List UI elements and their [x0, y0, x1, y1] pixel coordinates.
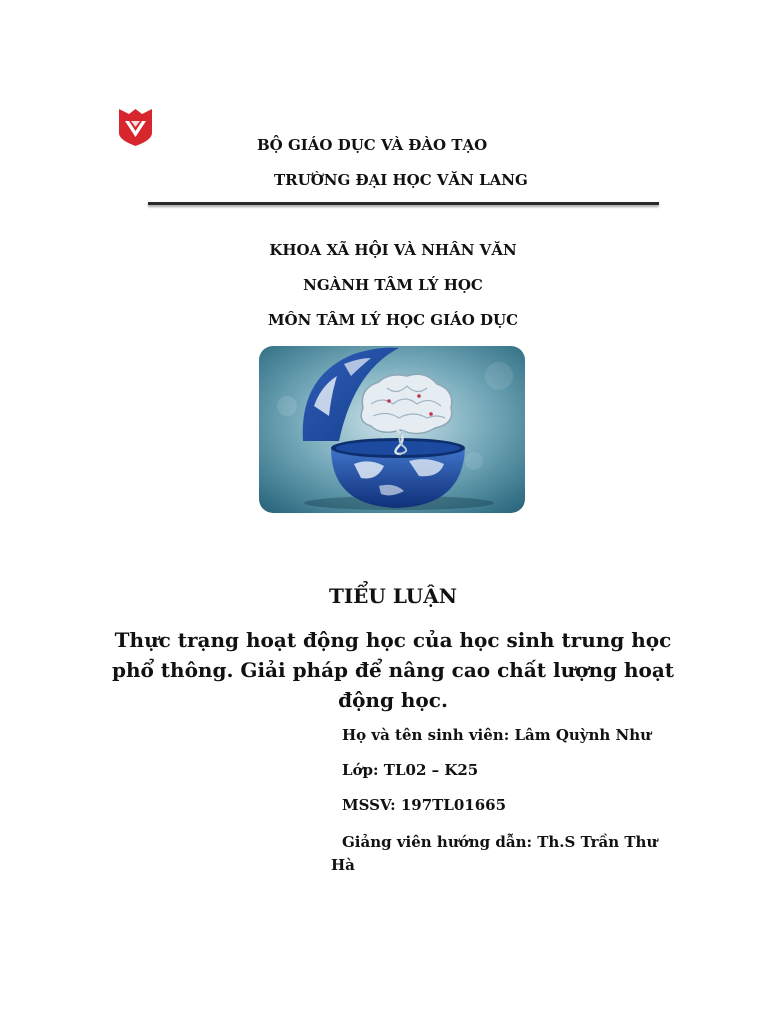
brain-globe-image	[259, 346, 525, 513]
student-name: Họ và tên sinh viên: Lâm Quỳnh Như	[342, 726, 652, 744]
document-type: TIỂU LUẬN	[328, 584, 458, 608]
student-id: MSSV: 197TL01665	[342, 796, 507, 814]
faculty-name: KHOA XÃ HỘI VÀ NHÂN VĂN	[269, 241, 517, 259]
ministry-name: BỘ GIÁO DỤC VÀ ĐÀO TẠO	[257, 136, 488, 154]
document-title: Thực trạng hoạt động học của học sinh trung học phổ thông. Giải pháp để nâng cao chất lượng hoạt động học.	[111, 628, 675, 712]
brain-globe-icon	[259, 346, 525, 513]
course-name: MÔN TÂM LÝ HỌC GIÁO DỤC	[267, 311, 519, 329]
header-divider	[148, 202, 659, 205]
student-class: Lớp: TL02 – K25	[342, 761, 479, 779]
advisor-name: Giảng viên hướng dẫn: Th.S Trần Thư Hà	[331, 833, 658, 874]
major-name: NGÀNH TÂM LÝ HỌC	[303, 276, 483, 294]
van-lang-logo-icon	[117, 107, 154, 147]
university-name: TRƯỜNG ĐẠI HỌC VĂN LANG	[274, 171, 528, 189]
